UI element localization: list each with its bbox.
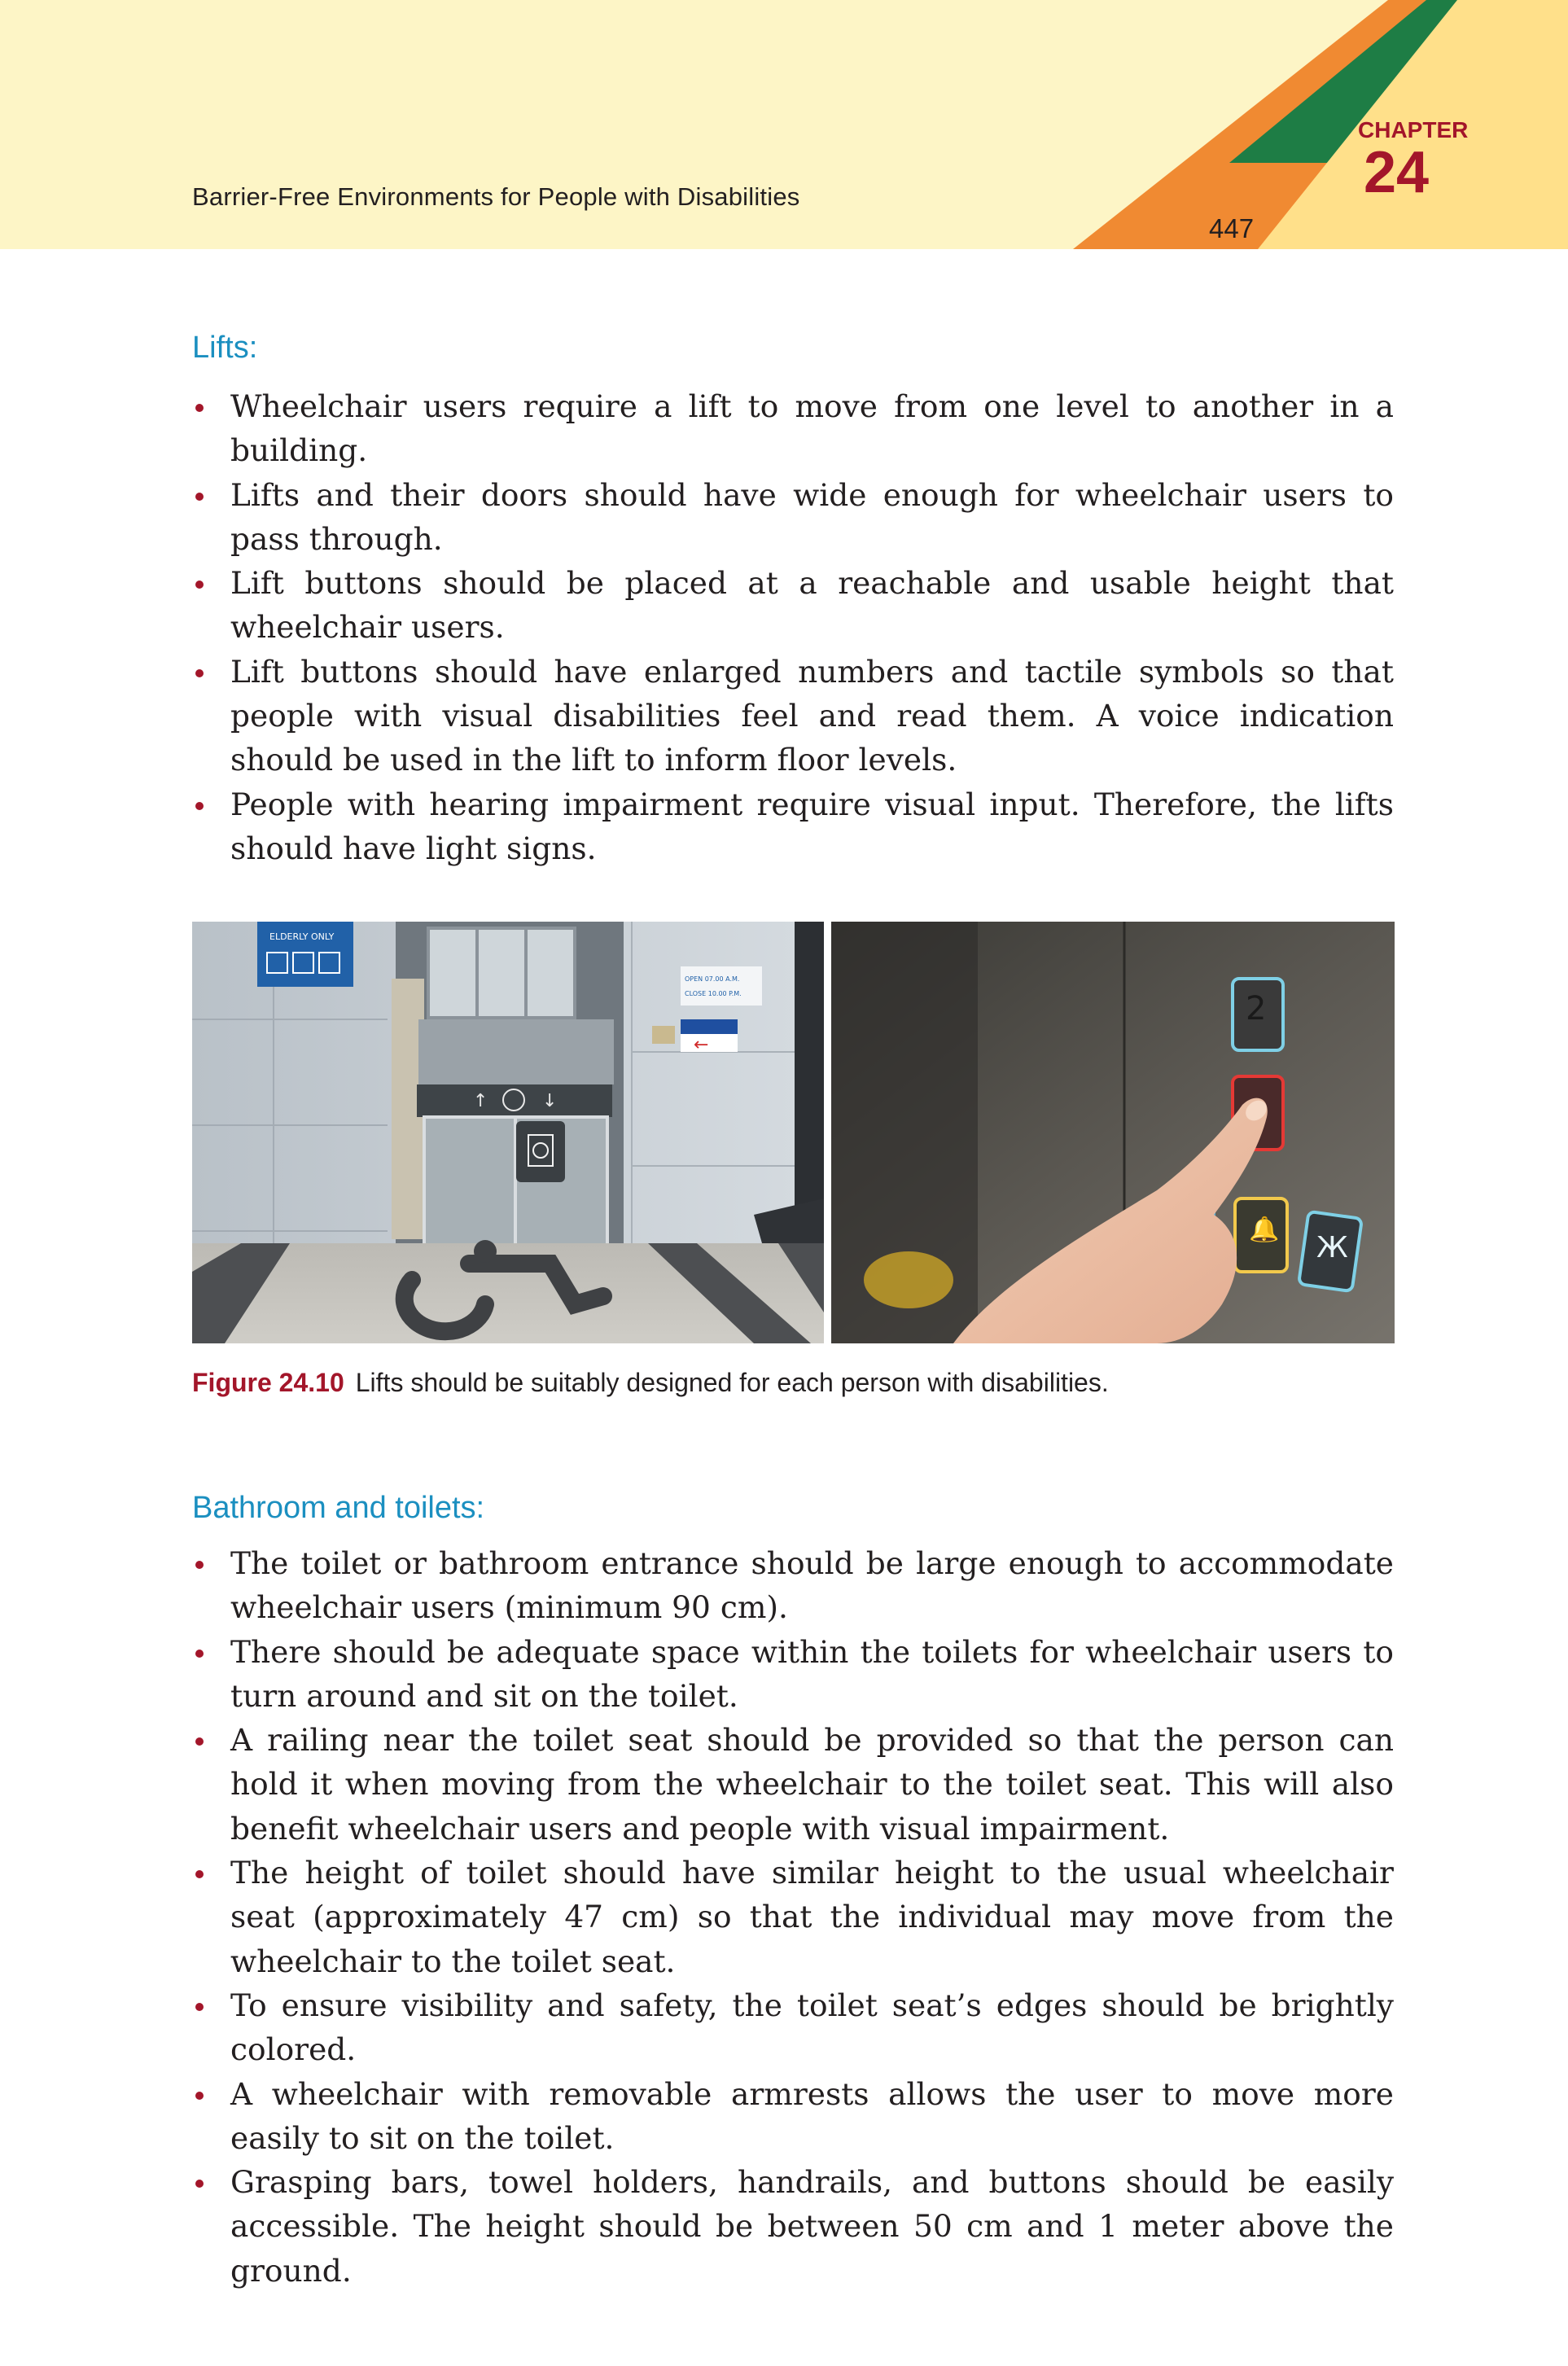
- list-item: Lift buttons should be placed at a reachable and usable height that wheelchair users.: [192, 561, 1394, 650]
- hours-close-text: CLOSE 10.00 P.M.: [685, 990, 742, 997]
- wheelchair-lift-photo: [192, 922, 824, 1343]
- svg-text:↓: ↓: [542, 1091, 558, 1111]
- toilets-heading: Bathroom and toilets:: [192, 1491, 485, 1525]
- svg-text:2: 2: [1246, 990, 1267, 1027]
- figure-caption: [192, 1368, 1109, 1398]
- svg-text:Ж: Ж: [1316, 1231, 1348, 1264]
- chapter-label: CHAPTER: [1358, 117, 1469, 142]
- svg-text:🔔: 🔔: [1249, 1216, 1280, 1244]
- list-item: People with hearing impairment require visual input. Therefore, the lifts should have light signs.: [192, 782, 1394, 871]
- list-item: A railing near the toilet seat should be provided so that the person can hold it when moving from the wheelchair to the toilet seat. This will also benefit wheelchair users and people with visual impairment.: [192, 1718, 1394, 1851]
- list-item: Lifts and their doors should have wide enough for wheelchair users to pass through.: [192, 473, 1394, 562]
- list-item: Grasping bars, towel holders, handrails, and buttons should be easily accessible. The height should be between 50 cm and 1 meter above the ground.: [192, 2160, 1394, 2293]
- figure-label: Figure 24.10: [192, 1368, 344, 1397]
- running-title: Barrier-Free Environments for People with Disabilities: [192, 182, 800, 211]
- floor-2-button: [1233, 979, 1283, 1050]
- list-item: A wheelchair with removable armrests allows the user to move more easily to sit on the toilet.: [192, 2072, 1394, 2161]
- svg-text:↑: ↑: [473, 1091, 488, 1111]
- elderly-only-sign: ELDERLY ONLY: [269, 931, 335, 942]
- list-item: To ensure visibility and safety, the toilet seat’s edges should be brightly colored.: [192, 1983, 1394, 2072]
- page-header: [0, 0, 1568, 249]
- page-number: 447: [1209, 213, 1255, 243]
- toilets-bullet-list: [192, 1541, 1394, 2293]
- lifts-bullet-list: [192, 384, 1394, 870]
- list-item: Lift buttons should have enlarged numbers and tactile symbols so that people with visual disabilities feel and read them. A voice indication should be used in the lift to inform floor levels.: [192, 650, 1394, 782]
- lift-buttons-photo: [831, 922, 1395, 1343]
- alarm-bell-button: [1235, 1198, 1287, 1272]
- svg-text:←: ←: [694, 1035, 709, 1055]
- intercom-button: [1299, 1211, 1362, 1291]
- hours-open-text: OPEN 07.00 A.M.: [685, 975, 740, 983]
- list-item: Wheelchair users require a lift to move from one level to another in a building.: [192, 384, 1394, 473]
- chapter-corner-decoration: [0, 0, 1568, 249]
- list-item: There should be adequate space within the toilets for wheelchair users to turn around and sit on the toilet.: [192, 1630, 1394, 1719]
- list-item: The toilet or bathroom entrance should be large enough to accommodate wheelchair users (minimum 90 cm).: [192, 1541, 1394, 1630]
- figure-caption-text: Lifts should be suitably designed for each person with disabilities.: [355, 1368, 1109, 1397]
- lifts-heading: Lifts:: [192, 331, 258, 365]
- list-item: The height of toilet should have similar height to the usual wheelchair seat (approximately 47 cm) so that the individual may move from the wheelchair to the toilet seat.: [192, 1851, 1394, 1983]
- chapter-number: 24: [1364, 140, 1430, 205]
